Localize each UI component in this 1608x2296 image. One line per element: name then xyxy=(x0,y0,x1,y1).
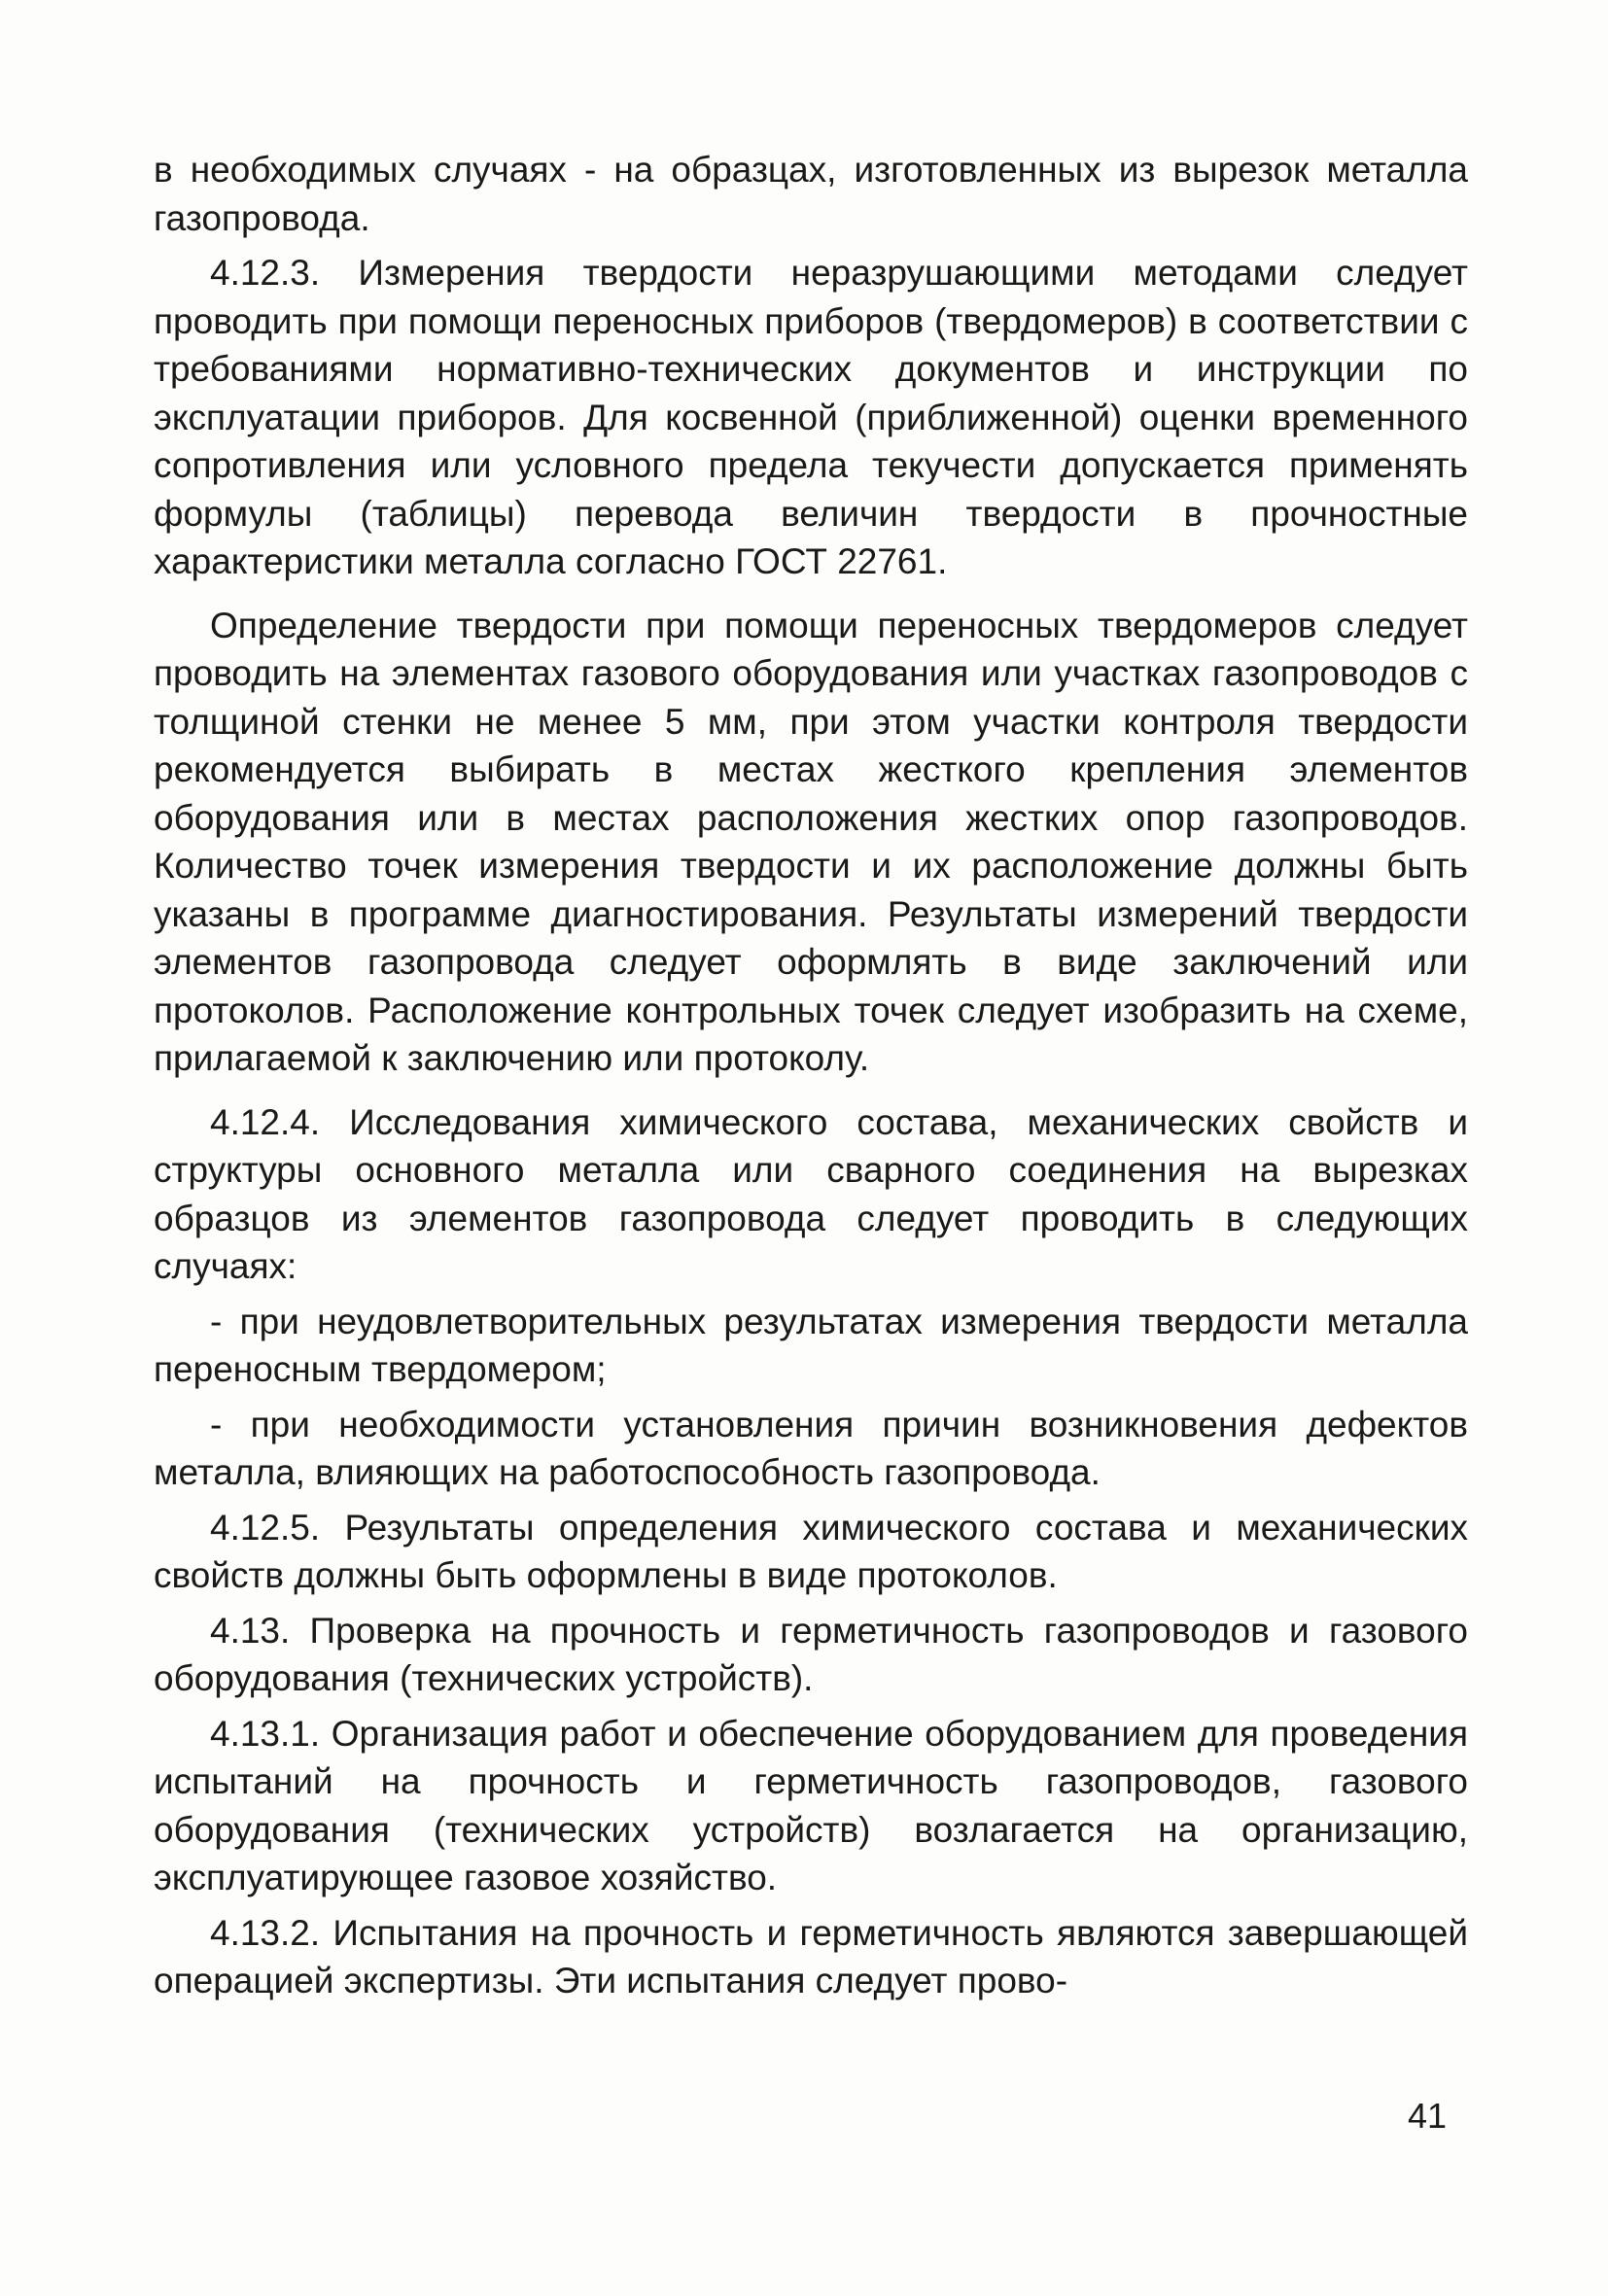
paragraph-4-12-4: 4.12.4. Исследования химического состава, механических свойств и структуры основного металла или сварного соединения на вырезках образцов из элементов газопровода следует проводить в следующих случаях: xyxy=(154,1101,1468,1286)
body-text xyxy=(154,146,1468,2005)
page-number: 41 xyxy=(1408,2096,1448,2136)
paragraph-hardness-determination: Определение твердости при помощи переносных твердомеров следует проводить на элементах газового оборудования или участках газопроводов с толщиной стенки не менее 5 мм, при этом участки контроля твердости рекомендуется выбирать в местах жесткого крепления элементов оборудования или в местах расположения жестких опор газопроводов. Количество точек измерения твердости и их расположение должны быть указаны в программе диагностирования. Результаты измерений твердости элементов газопровода следует оформлять в виде заключений или протоколов. Расположение контрольных точек следует изобразить на схеме, прилагаемой к заключению или протоколу. xyxy=(154,605,1468,1078)
list-item-defect-causes: - при необходимости установления причин возникновения дефектов металла, влияющих на работоспособность газопровода. xyxy=(154,1404,1468,1492)
paragraph-4-13-1: 4.13.1. Организация работ и обеспечение оборудованием для проведения испытаний на прочность и герметичность газопроводов, газового оборудования (технических устройств) возлагается на организацию, эксплуатирующее газовое хозяйство. xyxy=(154,1713,1468,1897)
paragraph-continuation: в необходимых случаях - на образцах, изготовленных из вырезок металла газопровода. xyxy=(154,150,1468,238)
section-heading-4-13: 4.13. Проверка на прочность и герметичность газопроводов и газового оборудования (технических устройств). xyxy=(154,1610,1468,1698)
paragraph-4-12-5: 4.12.5. Результаты определения химического состава и механических свойств должны быть оформлены в виде протоколов. xyxy=(154,1507,1468,1595)
list-item-unsatisfactory-results: - при неудовлетворительных результатах измерения твердости металла переносным твердомером; xyxy=(154,1301,1468,1389)
paragraph-4-12-3: 4.12.3. Измерения твердости неразрушающими методами следует проводить при помощи переносных приборов (твердомеров) в соответствии с требованиями нормативно-технических документов и инструкции по эксплуатации приборов. Для косвенной (приближенной) оценки временного сопротивления или условного предела текучести допускается применять формулы (таблицы) перевода величин твердости в прочностные характеристики металла согласно ГОСТ 22761. xyxy=(154,253,1468,581)
paragraph-4-13-2: 4.13.2. Испытания на прочность и герметичность являются завершающей операцией экспертизы. Эти испытания следует прово- xyxy=(154,1912,1468,2000)
